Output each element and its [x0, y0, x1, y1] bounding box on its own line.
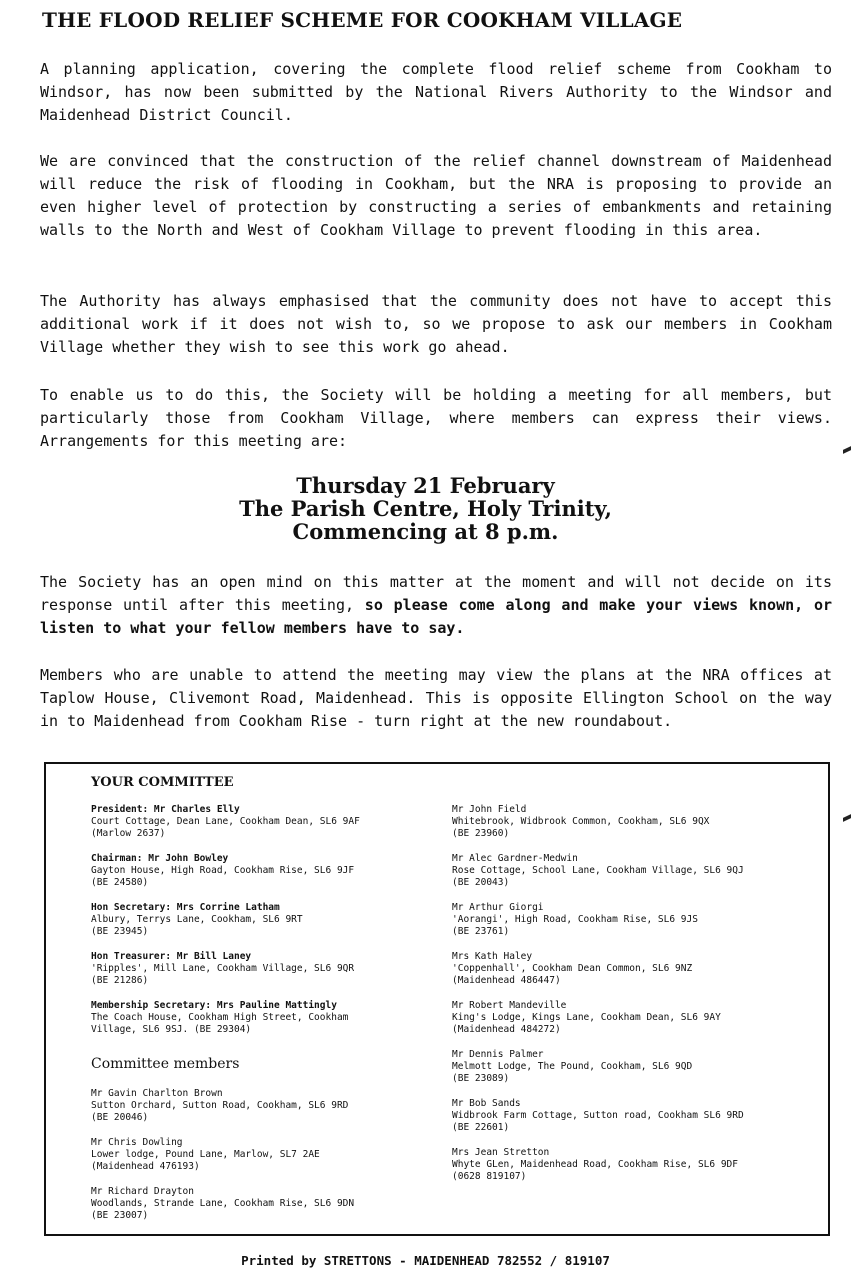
committee-member-address: Lower lodge, Pound Lane, Marlow, SL7 2AE (Maidenhead 476193): [91, 1149, 320, 1172]
committee-members-heading: Committee members: [91, 1056, 240, 1072]
come-along-text: so please come along and make your views known, or listen to what your fellow members have to say.: [40, 596, 833, 637]
document-title: THE FLOOD RELIEF SCHEME FOR COOKHAM VILLAGE: [42, 8, 683, 32]
committee-role: Membership Secretary:: [91, 1000, 212, 1011]
meeting-venue: The Parish Centre, Holy Trinity,: [239, 496, 612, 521]
committee-member-name: Mr Robert Mandeville: [452, 1000, 567, 1011]
committee-member-address: Woodlands, Strande Lane, Cookham Rise, SL6 9DN (BE 23007): [91, 1198, 355, 1221]
committee-entry: [452, 951, 692, 987]
committee-member-name: Mrs Pauline Mattingly: [211, 1000, 337, 1011]
committee-entry: [452, 1098, 744, 1134]
committee-member-address: Melmott Lodge, The Pound, Cookham, SL6 9QD (BE 23089): [452, 1061, 693, 1084]
scan-mark: [843, 814, 851, 822]
committee-member-name: Mr Charles Elly: [148, 804, 240, 815]
committee-entry: [91, 1137, 320, 1173]
committee-entry: [452, 1000, 721, 1036]
committee-box: [44, 762, 830, 1236]
committee-member-address: 'Ripples', Mill Lane, Cookham Village, SL6 9QR (BE 21286): [91, 963, 355, 986]
committee-member-name: Mr John Field: [452, 804, 527, 815]
meeting-date: Thursday 21 February: [296, 473, 555, 498]
committee-entry: [91, 1186, 354, 1222]
committee-member-name: Mrs Jean Stretton: [452, 1147, 550, 1158]
meeting-details: [0, 474, 851, 543]
committee-entry: [452, 902, 698, 938]
committee-member-name: Mr Bill Laney: [171, 951, 252, 962]
scan-mark: [843, 446, 851, 454]
committee-entry: [452, 853, 744, 889]
committee-member-address: Court Cottage, Dean Lane, Cookham Dean, SL6 9AF (Marlow 2637): [91, 816, 360, 839]
committee-member-address: Rose Cottage, School Lane, Cookham Village, SL6 9QJ (BE 20043): [452, 865, 744, 888]
committee-member-address: 'Coppenhall', Cookham Dean Common, SL6 9NZ (Maidenhead 486447): [452, 963, 693, 986]
committee-member-name: Mr Bob Sands: [452, 1098, 521, 1109]
committee-member-address: Albury, Terrys Lane, Cookham, SL6 9RT (BE 23945): [91, 914, 303, 937]
printer-credit: Printed by STRETTONS - MAIDENHEAD 782552 / 819107: [241, 1253, 610, 1268]
committee-member-name: Mr Alec Gardner-Medwin: [452, 853, 578, 864]
committee-entry: [452, 1147, 738, 1183]
committee-member-address: Gayton House, High Road, Cookham Rise, SL6 9JF (BE 24580): [91, 865, 355, 888]
paragraph-open-mind: [40, 571, 832, 640]
committee-heading: YOUR COMMITTEE: [91, 775, 234, 790]
paragraph-authority: The Authority has always emphasised that the community does not have to accept this additional work if it does not wish to, so we propose to ask our members in Cookham Village whether they wish to see this work go ahead.: [40, 292, 832, 356]
committee-member-address: Sutton Orchard, Sutton Road, Cookham, SL6 9RD (BE 20046): [91, 1100, 349, 1123]
committee-member-address: Whitebrook, Widbrook Common, Cookham, SL6 9QX (BE 23960): [452, 816, 710, 839]
committee-entry: [91, 1088, 348, 1124]
committee-member-name: Mr Richard Drayton: [91, 1186, 194, 1197]
committee-entry: [452, 1049, 692, 1085]
committee-entry: [91, 853, 354, 889]
open-mind-text: The Society has an open mind on this matter at the moment and will not decide on its response until after this meeting,: [40, 573, 832, 614]
committee-member-address: Widbrook Farm Cottage, Sutton road, Cookham SL6 9RD (BE 22601): [452, 1110, 744, 1133]
committee-role: President:: [91, 804, 149, 815]
committee-entry: [91, 1000, 348, 1036]
committee-member-name: Mr Gavin Charlton Brown: [91, 1088, 223, 1099]
committee-member-name: Mr John Bowley: [142, 853, 229, 864]
committee-entry: [91, 951, 354, 987]
committee-entry: [452, 804, 709, 840]
committee-member-name: Mr Chris Dowling: [91, 1137, 183, 1148]
committee-member-name: Mr Dennis Palmer: [452, 1049, 544, 1060]
paragraph-view-plans: Members who are unable to attend the meeting may view the plans at the NRA offices at Taplow House, Clivemont Road, Maidenhead. This is opposite Ellington School on the way in to Maidenhead from Cookham Rise - turn right at the new roundabout.: [40, 666, 832, 730]
committee-member-address: 'Aorangi', High Road, Cookham Rise, SL6 9JS (BE 23761): [452, 914, 698, 937]
committee-role: Chairman:: [91, 853, 143, 864]
committee-member-name: Mrs Kath Haley: [452, 951, 533, 962]
committee-member-address: Whyte GLen, Maidenhead Road, Cookham Rise, SL6 9DF (0628 819107): [452, 1159, 738, 1182]
paragraph-meeting-intro: To enable us to do this, the Society will be holding a meeting for all members, but particularly those from Cookham Village, where members can express their views. Arrangements for this meeting are:: [40, 386, 832, 450]
committee-member-name: Mrs Corrine Latham: [171, 902, 280, 913]
committee-member-address: King's Lodge, Kings Lane, Cookham Dean, SL6 9AY (Maidenhead 484272): [452, 1012, 721, 1035]
committee-role: Hon Secretary:: [91, 902, 172, 913]
committee-member-name: Mr Arthur Giorgi: [452, 902, 544, 913]
meeting-time: Commencing at 8 p.m.: [292, 519, 559, 544]
paragraph-relief-channel: We are convinced that the construction of the relief channel downstream of Maidenhead will reduce the risk of flooding in Cookham, but the NRA is proposing to provide an even higher level of protection by constructing a series of embankments and retaining walls to the North and West of Cookham Village to prevent flooding in this area.: [40, 152, 832, 239]
committee-entry: [91, 902, 303, 938]
paragraph-planning-application: A planning application, covering the complete flood relief scheme from Cookham to Windsor, has now been submitted by the National Rivers Authority to the Windsor and Maidenhead District Council.: [40, 60, 832, 124]
committee-role: Hon Treasurer:: [91, 951, 172, 962]
committee-entry: [91, 804, 360, 840]
committee-member-address: The Coach House, Cookham High Street, Cookham Village, SL6 9SJ. (BE 29304): [91, 1012, 349, 1035]
